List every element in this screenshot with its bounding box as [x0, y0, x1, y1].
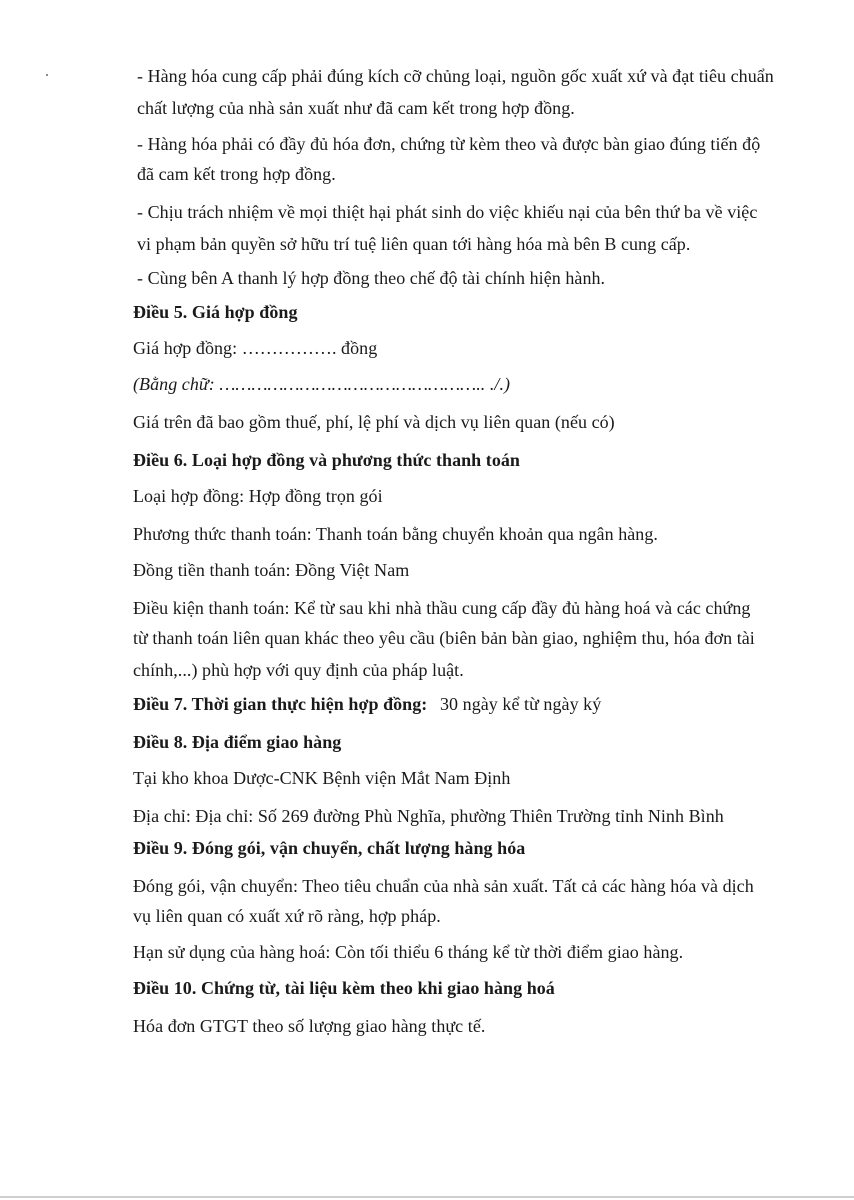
article-7-heading: Điều 7. Thời gian thực hiện hợp đồng: [133, 694, 428, 714]
payment-condition-line-3: chính,...) phù hợp với quy định của pháp luật. [133, 660, 464, 680]
article-5-heading: Điều 5. Giá hợp đồng [133, 302, 298, 322]
price-includes-line: Giá trên đã bao gồm thuế, phí, lệ phí và dịch vụ liên quan (nếu có) [133, 412, 615, 432]
article-7-duration: 30 ngày kể từ ngày ký [440, 694, 602, 714]
shelf-life-line: Hạn sử dụng của hàng hoá: Còn tối thiểu 6 tháng kể từ thời điểm giao hàng. [133, 942, 684, 962]
delivery-place-line: Tại kho khoa Dược-CNK Bệnh viện Mắt Nam Định [133, 768, 511, 788]
contract-price-line: Giá hợp đồng: ……………. đồng [133, 338, 378, 358]
page-bottom-edge [0, 1196, 854, 1198]
scan-speck [46, 74, 48, 76]
payment-condition-line-2: từ thanh toán liên quan khác theo yêu cầu (biên bản bàn giao, nghiệm thu, hóa đơn tài [133, 628, 755, 648]
obligation-line-4: đã cam kết trong hợp đồng. [137, 164, 336, 184]
article-6-heading: Điều 6. Loại hợp đồng và phương thức thanh toán [133, 450, 520, 470]
obligation-line-1: - Hàng hóa cung cấp phải đúng kích cỡ chủng loại, nguồn gốc xuất xứ và đạt tiêu chuẩn [137, 66, 774, 86]
obligation-line-5: - Chịu trách nhiệm về mọi thiệt hại phát sinh do việc khiếu nại của bên thứ ba về việc [137, 202, 758, 222]
obligation-line-6: vi phạm bản quyền sở hữu trí tuệ liên quan tới hàng hóa mà bên B cung cấp. [137, 234, 691, 254]
article-10-heading: Điều 10. Chứng từ, tài liệu kèm theo khi giao hàng hoá [133, 978, 555, 998]
obligation-line-2: chất lượng của nhà sản xuất như đã cam kết trong hợp đồng. [137, 98, 575, 118]
delivery-address-line: Địa chỉ: Địa chỉ: Số 269 đường Phù Nghĩa, phường Thiên Trường tỉnh Ninh Bình [133, 806, 724, 826]
obligation-line-3: - Hàng hóa phải có đầy đủ hóa đơn, chứng từ kèm theo và được bàn giao đúng tiến độ [137, 134, 761, 154]
payment-condition-line-1: Điều kiện thanh toán: Kể từ sau khi nhà thầu cung cấp đầy đủ hàng hoá và các chứng [133, 598, 751, 618]
price-in-words-line: (Bằng chữ: ………………………………………….. ./.) [133, 374, 511, 394]
payment-currency-line: Đồng tiền thanh toán: Đồng Việt Nam [133, 560, 410, 580]
packaging-line-2: vụ liên quan có xuất xứ rõ ràng, hợp pháp. [133, 906, 441, 926]
invoice-line: Hóa đơn GTGT theo số lượng giao hàng thực tế. [133, 1016, 486, 1036]
contract-type-line: Loại hợp đồng: Hợp đồng trọn gói [133, 486, 383, 506]
article-9-heading: Điều 9. Đóng gói, vận chuyển, chất lượng hàng hóa [133, 838, 526, 858]
article-8-heading: Điều 8. Địa điểm giao hàng [133, 732, 342, 752]
obligation-line-7: - Cùng bên A thanh lý hợp đồng theo chế độ tài chính hiện hành. [137, 268, 606, 288]
payment-method-line: Phương thức thanh toán: Thanh toán bằng chuyển khoản qua ngân hàng. [133, 524, 658, 544]
packaging-line-1: Đóng gói, vận chuyển: Theo tiêu chuẩn của nhà sản xuất. Tất cả các hàng hóa và dịch [133, 876, 754, 896]
